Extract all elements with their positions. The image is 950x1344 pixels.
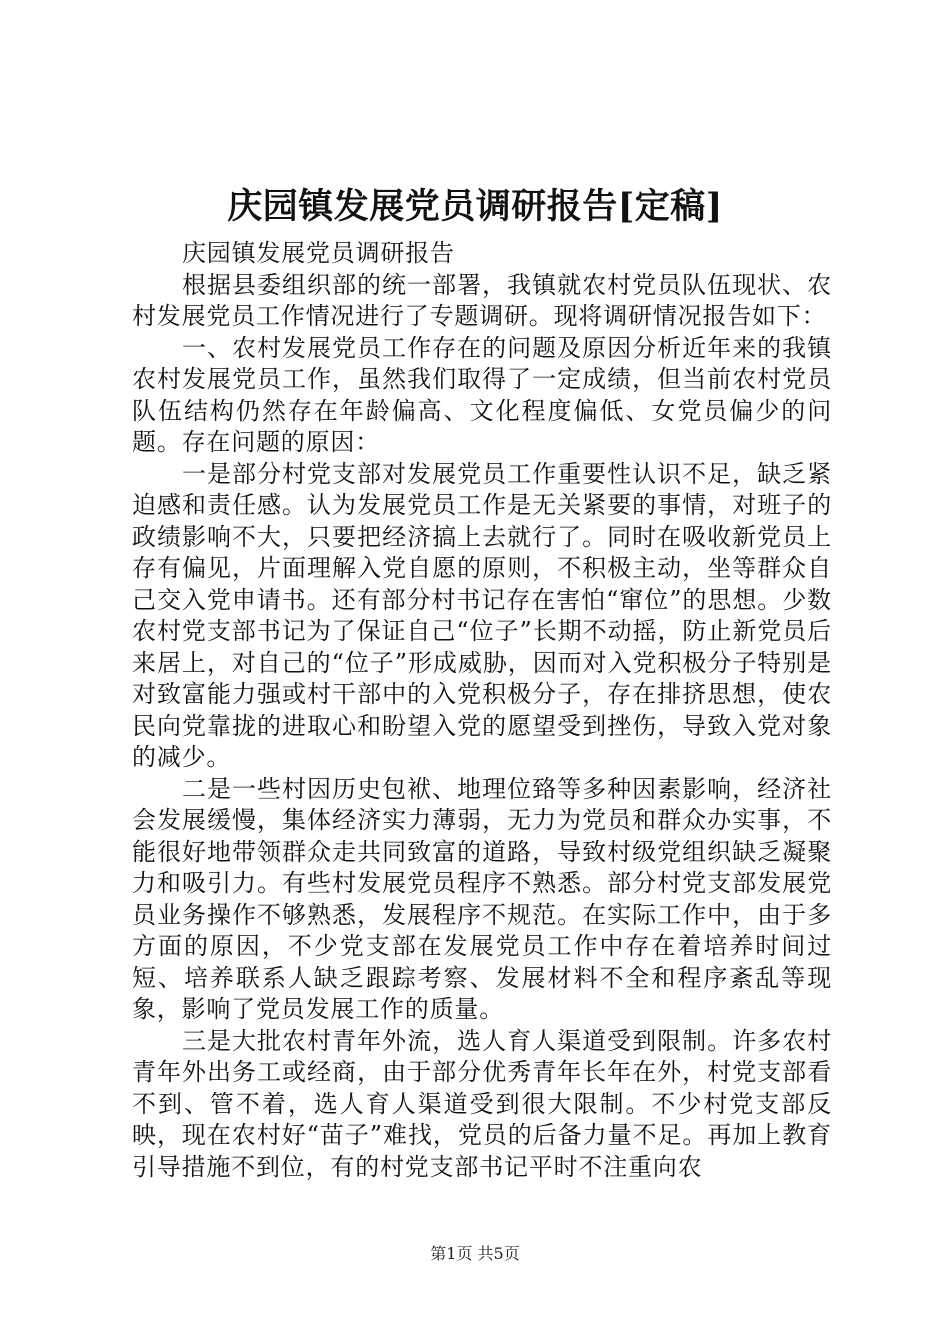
page-number-footer: 第1页 共5页	[430, 1244, 520, 1263]
paragraph-intro: 根据县委组织部的统一部署，我镇就农村党员队伍现状、农村发展党员工作情况进行了专题调研。现将调研情况报告如下：	[132, 270, 832, 330]
paragraph-point-three: 三是大批农村青年外流，选人育人渠道受到限制。许多农村青年外出务工或经商，由于部分优秀青年长年在外，村党支部看不到、管不着，选人育人渠道受到很大限制。不少村党支部反映，现在农村好“苗子”难找，党员的后备力量不足。再加上教育引导措施不到位，有的村党支部书记平时不注重向农	[132, 1026, 832, 1181]
paragraph-point-one: 一是部分村党支部对发展党员工作重要性认识不足，缺乏紧迫感和责任感。认为发展党员工作是无关紧要的事情，对班子的政绩影响不大，只要把经济搞上去就行了。同时在吸收新党员上存有偏见，片面理解入党自愿的原则，不积极主动，坐等群众自己交入党申请书。还有部分村书记存在害怕“窜位”的思想。少数农村党支部书记为了保证自己“位子”长期不动摇，防止新党员后来居上，对自己的“位子”形成威胁，因而对入党积极分子特别是对致富能力强或村干部中的入党积极分子，存在排挤思想，使农民向党靠拢的进取心和盼望入党的愿望受到挫伤，导致入党对象的减少。	[132, 459, 832, 771]
paragraph-subtitle: 庆园镇发展党员调研报告	[182, 239, 455, 267]
document-body	[132, 238, 832, 1183]
paragraph-section-one: 一、农村发展党员工作存在的问题及原因分析近年来的我镇农村发展党员工作，虽然我们取得了一定成绩，但当前农村党员队伍结构仍然存在年龄偏高、文化程度偏低、女党员偏少的问题。存在问题的原因：	[132, 333, 832, 456]
paragraph-point-two: 二是一些村因历史包袱、地理位臵等多种因素影响，经济社会发展缓慢，集体经济实力薄弱，无力为党员和群众办实事，不能很好地带领群众走共同致富的道路，导致村级党组织缺乏凝聚力和吸引力。有些村发展党员程序不熟悉。部分村党支部发展党员业务操作不够熟悉，发展程序不规范。在实际工作中，由于多方面的原因，不少党支部在发展党员工作中存在着培养时间过短、培养联系人缺乏跟踪考察、发展材料不全和程序紊乱等现象，影响了党员发展工作的质量。	[132, 774, 832, 1023]
document-title: 庆园镇发展党员调研报告[定稿]	[227, 186, 723, 227]
